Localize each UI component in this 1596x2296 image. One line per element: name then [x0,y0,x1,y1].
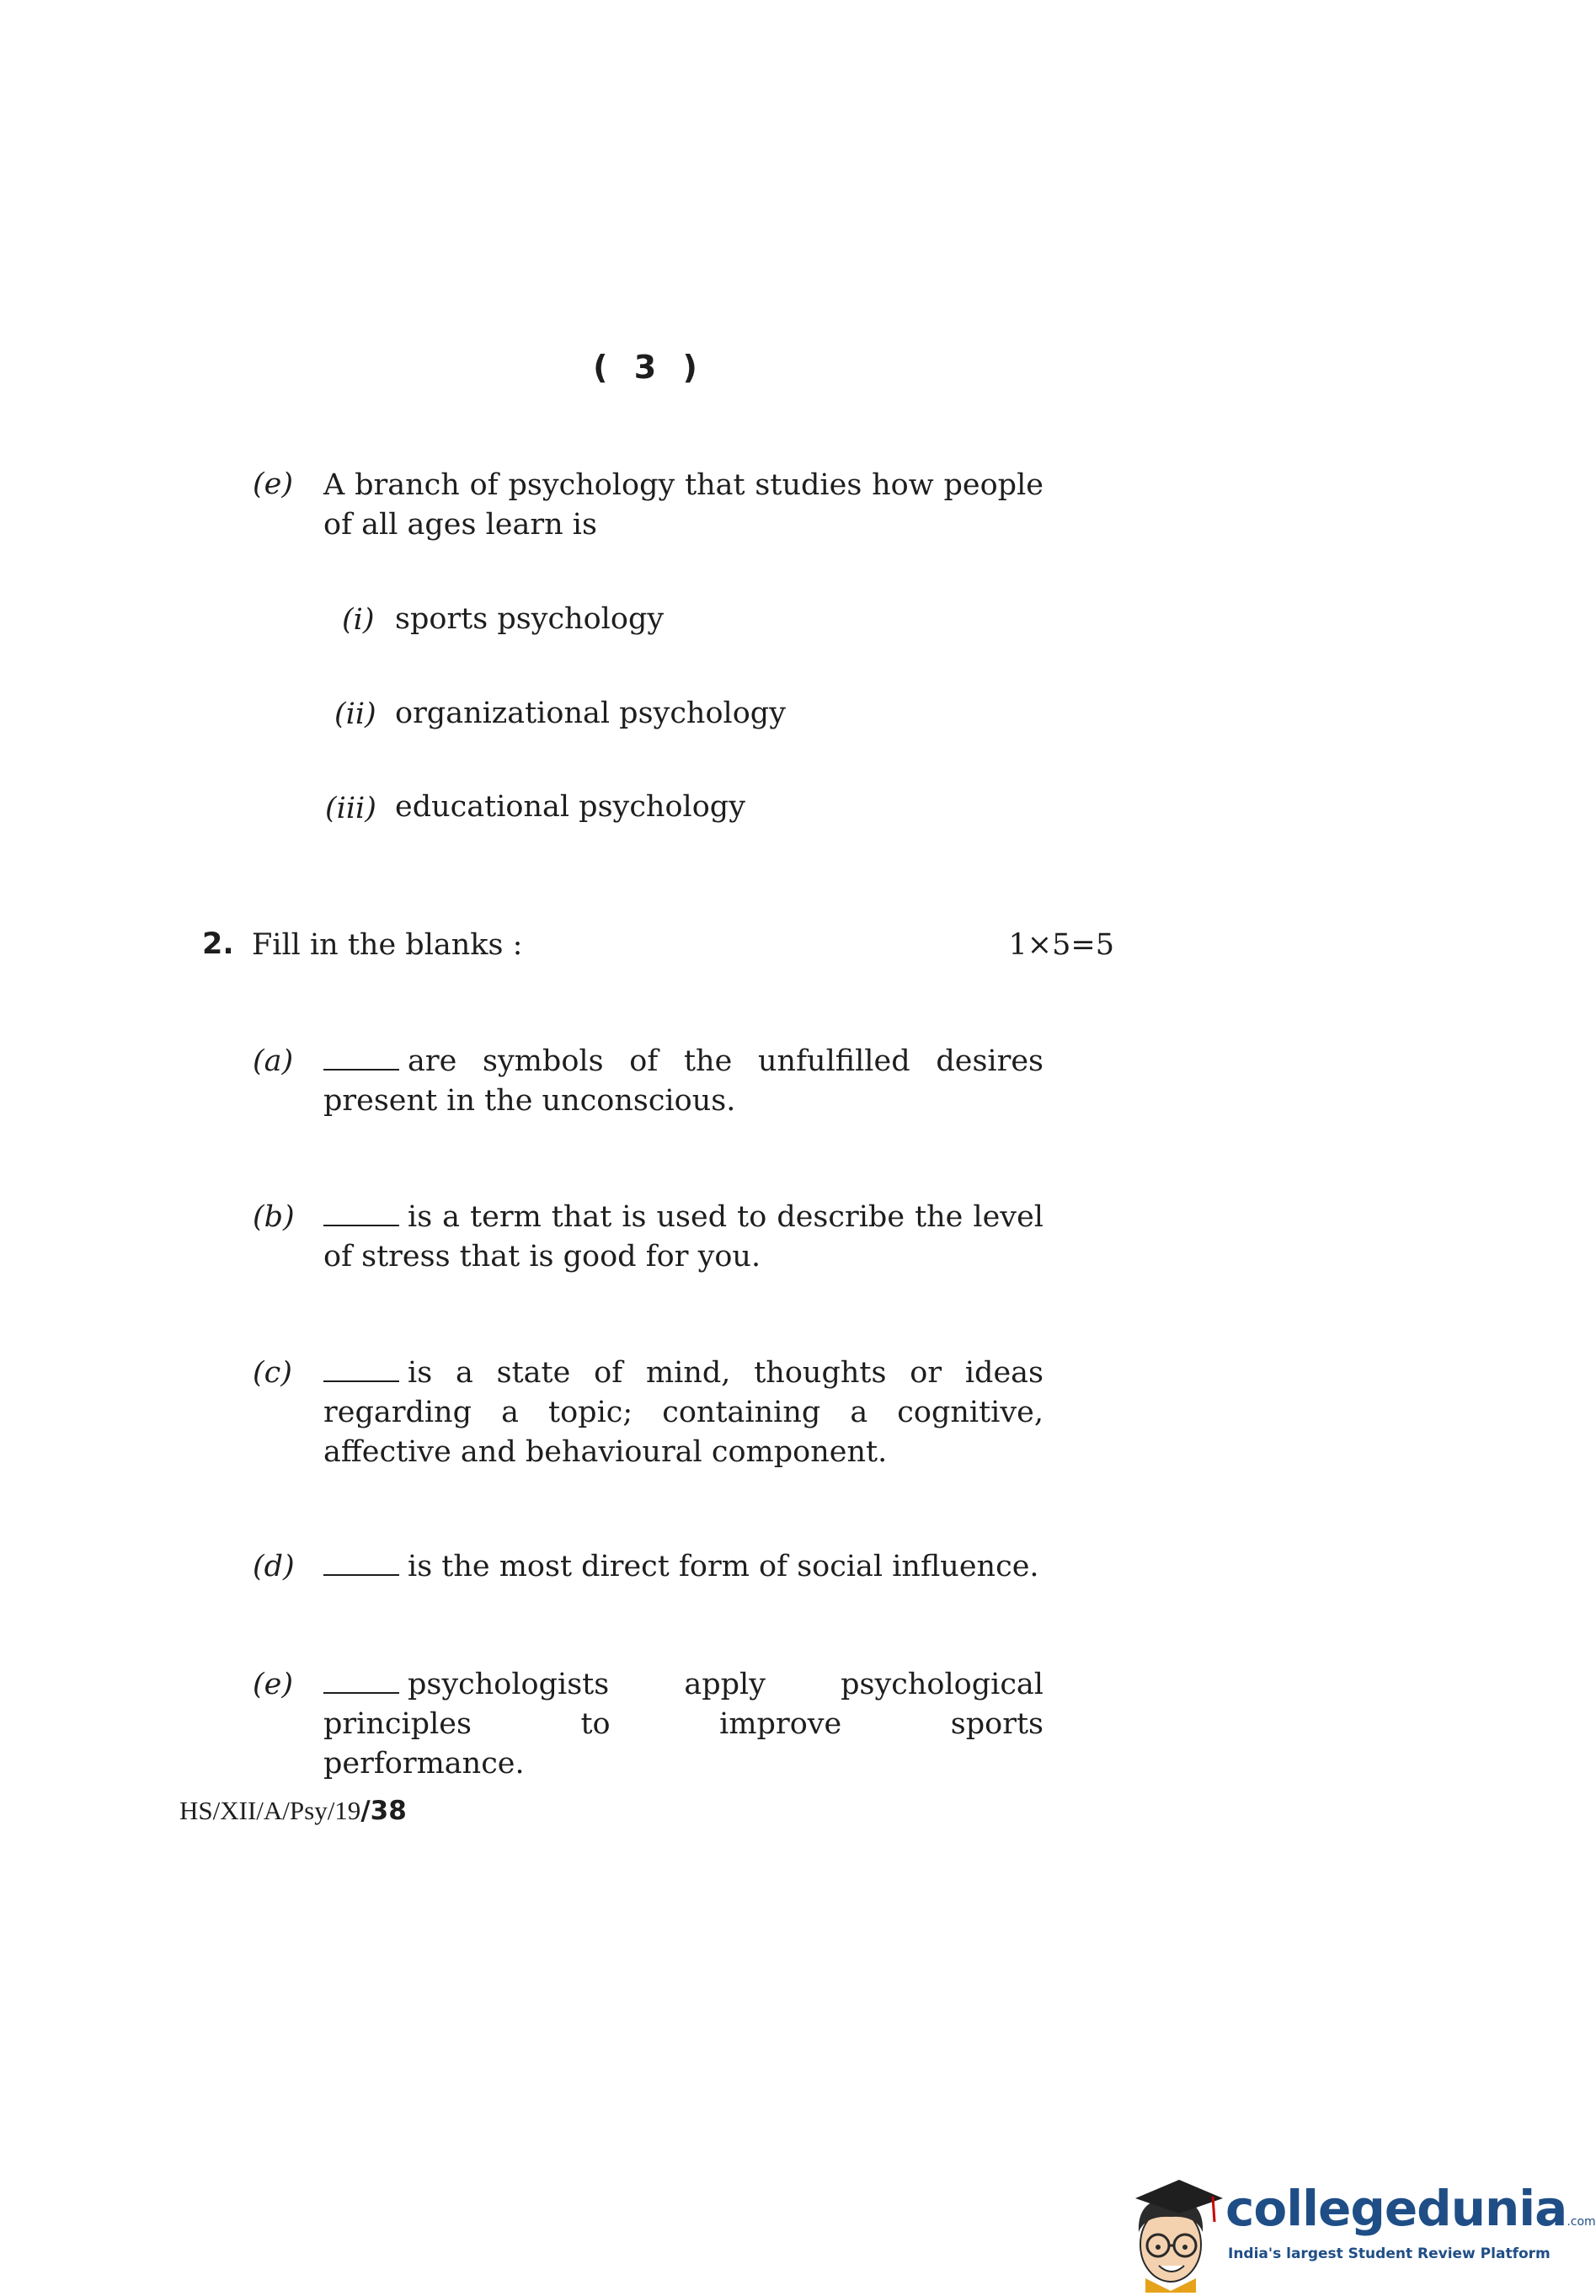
marks-allocation: 1×5=5 [1008,928,1114,962]
collegedunia-logo [1120,2173,1596,2293]
blank-line [323,1068,399,1071]
blank-line [323,1691,399,1694]
question-number: 2. [202,927,234,961]
page-number: ( 3 ) [593,349,699,386]
item-label: (e) [253,1668,294,1701]
paper-code-text: HS/XII/A/Psy/19 [179,1796,361,1825]
q1e-question-text: A branch of psychology that studies how people of all ages learn is [323,468,1044,542]
logo-suffix: .com [1567,2215,1596,2229]
fill-blank-item [323,1354,1044,1472]
option-label: (iii) [325,792,376,825]
item-text: is the most direct form of social influence. [408,1550,1039,1583]
item-label: (d) [253,1550,295,1583]
option-label: (i) [342,603,375,637]
q1e-label: (e) [253,467,294,501]
option-text: organizational psychology [395,697,786,730]
logo-name: collegedunia [1225,2180,1567,2237]
fill-blank-item [323,1042,1044,1121]
item-text: is a state of mind, thoughts or ideas regarding a topic; containing a cognitive, affective and behavioural component. [323,1356,1044,1469]
fill-blank-item [323,1665,1044,1784]
fill-blank-item [323,1547,1065,1587]
mascot-icon [1120,2173,1230,2293]
option-text: sports psychology [395,602,665,636]
fill-blank-item [323,1198,1044,1277]
item-label: (a) [253,1044,294,1078]
blank-line [323,1573,399,1576]
item-label: (b) [253,1200,295,1234]
item-text: is a term that is used to describe the level of stress that is good for you. [323,1200,1044,1273]
item-label: (c) [253,1356,292,1390]
logo-wordmark [1225,2180,1596,2237]
paper-code-number: /38 [360,1796,407,1826]
option-label: (ii) [334,697,376,731]
paper-code [179,1796,407,1826]
logo-tagline: India's largest Student Review Platform [1228,2245,1551,2262]
option-text: educational psychology [395,790,745,824]
blank-line [323,1224,399,1226]
item-text: are symbols of the unfulfilled desires present in the unconscious. [323,1044,1044,1118]
item-text: psychologists apply psychological principles to improve sports performance. [323,1668,1044,1781]
question-title: Fill in the blanks : [252,928,523,962]
blank-line [323,1380,399,1382]
